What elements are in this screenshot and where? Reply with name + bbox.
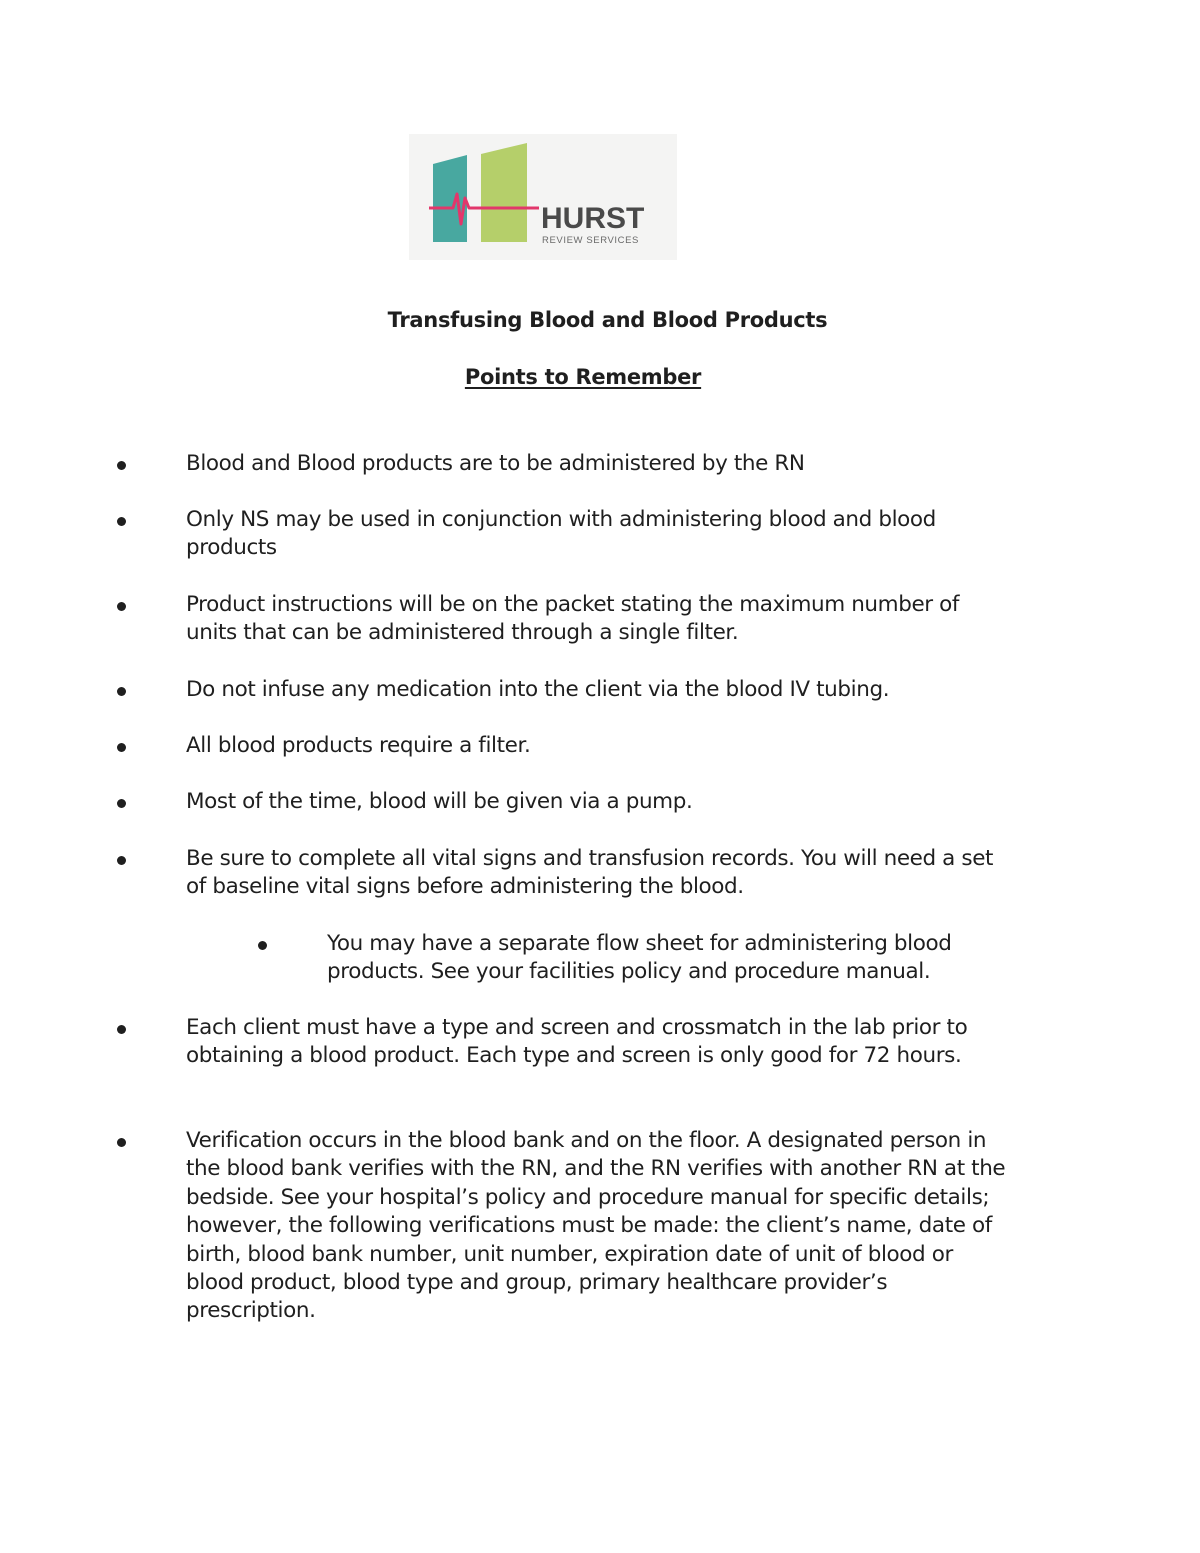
list-item-text: Product instructions will be on the packet stating the maximum number of units that can be administered through a single filter. xyxy=(186,592,960,646)
document-title: Transfusing Blood and Blood Products xyxy=(387,308,828,332)
logo-teal-bar xyxy=(433,155,467,242)
sub-list-item-text: You may have a separate flow sheet for administering blood products. See your facilities policy and procedure manual. xyxy=(327,931,952,985)
bullet-dot xyxy=(258,941,267,950)
hurst-logo-graphic xyxy=(409,134,677,260)
bullet-dot xyxy=(117,799,126,808)
list-item-text: Most of the time, blood will be given via a pump. xyxy=(186,789,693,814)
bullet-dot xyxy=(117,517,126,526)
logo-tagline-text: REVIEW SERVICES xyxy=(542,235,639,246)
bullet-dot xyxy=(117,687,126,696)
list-item-text: Do not infuse any medication into the client via the blood IV tubing. xyxy=(186,677,890,702)
bullet-dot xyxy=(117,743,126,752)
bullet-dot xyxy=(117,461,126,470)
logo-green-bar xyxy=(481,143,527,242)
bullet-dot xyxy=(117,1138,126,1147)
document-subtitle: Points to Remember xyxy=(464,365,702,389)
bullet-dot xyxy=(117,856,126,865)
logo-name-text: HURST xyxy=(541,202,645,235)
list-item-text: Verification occurs in the blood bank and on the floor. A designated person in the blood bank verifies with the RN, and the RN verifies with another RN at the bedside. See your hospital’s policy and procedure manual for specific details; however, the following verifications must be made: the client’s name, date of birth, blood bank number, unit number, expiration date of unit of blood or blood product, blood type and group, primary healthcare provider’s prescription. xyxy=(186,1128,1006,1324)
list-item-text: Be sure to complete all vital signs and transfusion records. You will need a set of baseline vital signs before administering the blood. xyxy=(186,846,994,900)
list-item-text: Only NS may be used in conjunction with administering blood and blood products xyxy=(186,507,936,561)
bullet-dot xyxy=(117,1025,126,1034)
list-item-text: All blood products require a filter. xyxy=(186,733,531,758)
bullet-dot xyxy=(117,602,126,611)
list-item-text: Each client must have a type and screen and crossmatch in the lab prior to obtaining a blood product. Each type and screen is only good for 72 hours. xyxy=(186,1015,968,1069)
list-item-text: Blood and Blood products are to be administered by the RN xyxy=(186,451,805,476)
hurst-logo xyxy=(409,134,677,260)
